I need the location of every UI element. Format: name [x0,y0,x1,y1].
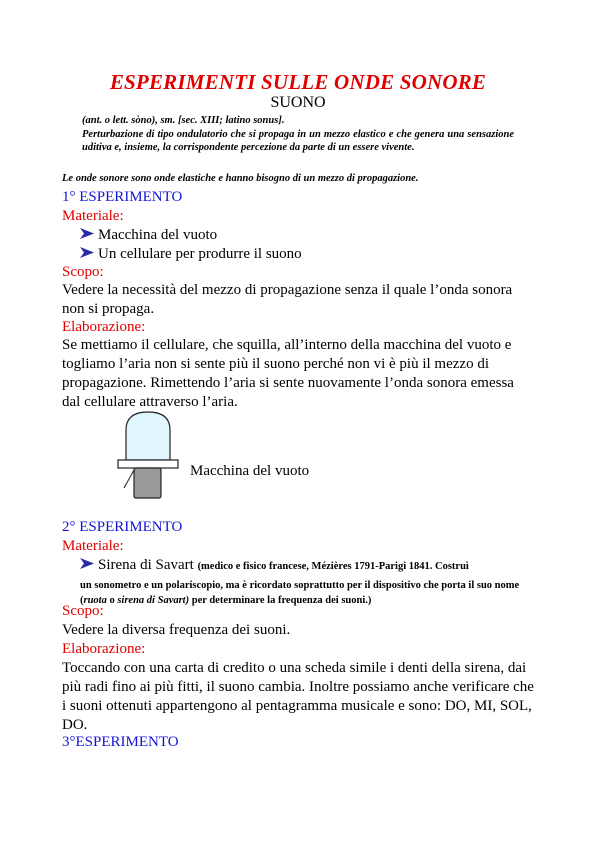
exp1-goal: Vedere la necessità del mezzo di propagazione senza il quale l’onda sonora non si propaga. [62,282,513,317]
exp2-material-note-1: (medico e fisico francese, Mézières 1791-Parigi 1841. Costruì [197,561,469,572]
exp2-process: Toccando con una carta di credito o una scheda simile i denti della sirena, dai più radi fino ai più fitti, il suono cambia. Inoltre possiamo anche verificare che i suoni ottenuti appartengono al pentagramma musicale e sono: DO, MI, SOL, DO. [62,660,534,733]
exp2-material-note-2d: sirena di Savart) [117,595,190,606]
exp3-heading: 3°ESPERIMENTO [62,734,179,750]
exp1-goal-label: Scopo: [62,264,104,280]
exp1-material-label: Macchina del vuoto [98,227,218,243]
page-title: ESPERIMENTI SULLE ONDE SONORE [109,70,487,94]
arrow-right-icon [80,226,98,245]
vacuum-machine-illustration [108,408,188,502]
exp2-material-name: Sirena di Savart [98,557,194,573]
exp1-heading: 1° ESPERIMENTO [62,189,183,205]
exp2-material-note-2b: ruota [83,595,107,606]
figure-caption: Macchina del vuoto [190,463,310,479]
exp2-material-item [80,557,530,606]
arrow-right-icon [80,558,98,573]
exp1-process-label: Elaborazione: [62,319,146,335]
exp2-material-note-2e: per determinare la frequenza dei suoni.) [189,595,372,606]
definition-etymology: (ant. o lett. sòno), sm. [sec. XIII; latino sonus]. [82,115,285,126]
exp1-material-item [80,226,217,245]
exp2-goal-label: Scopo: [62,603,104,619]
exp2-heading: 2° ESPERIMENTO [62,519,183,535]
exp1-material-label: Un cellulare per produrre il suono [98,246,302,262]
arrow-right-icon [80,245,98,264]
exp2-process-label: Elaborazione: [62,641,146,657]
subtitle-text: SUONO [270,94,326,111]
exp2-material-note-2c: o [106,595,118,606]
definition-note: Le onde sonore sono onde elastiche e hanno bisogno di un mezzo di propagazione. [62,173,419,184]
definition-body: Perturbazione di tipo ondulatorio che si propaga in un mezzo elastico e che genera una sensazione uditiva e, insieme, la corrispondente percezione da parte di un essere vivente. [82,129,514,153]
exp2-material-note-2a: un sonometro e un polariscopio, ma è ricordato soprattutto per il dispositivo che porta il suo nome ( [80,580,520,606]
exp2-material-note-2 [80,578,530,608]
exp1-process: Se mettiamo il cellulare, che squilla, all’interno della macchina del vuoto e togliamo l’aria non si sente più il suono perché non vi è più il mezzo di propagazione. Rimettendo l’aria si sente nuovamente l’onda sonora emessa dal cellulare attraverso l’aria. [62,337,514,410]
page-subtitle [0,94,596,112]
exp1-materials-label: Materiale: [62,208,124,224]
exp2-goal: Vedere la diversa frequenza dei suoni. [62,622,291,638]
exp2-materials-label: Materiale: [62,538,124,554]
exp1-material-item [80,245,302,264]
